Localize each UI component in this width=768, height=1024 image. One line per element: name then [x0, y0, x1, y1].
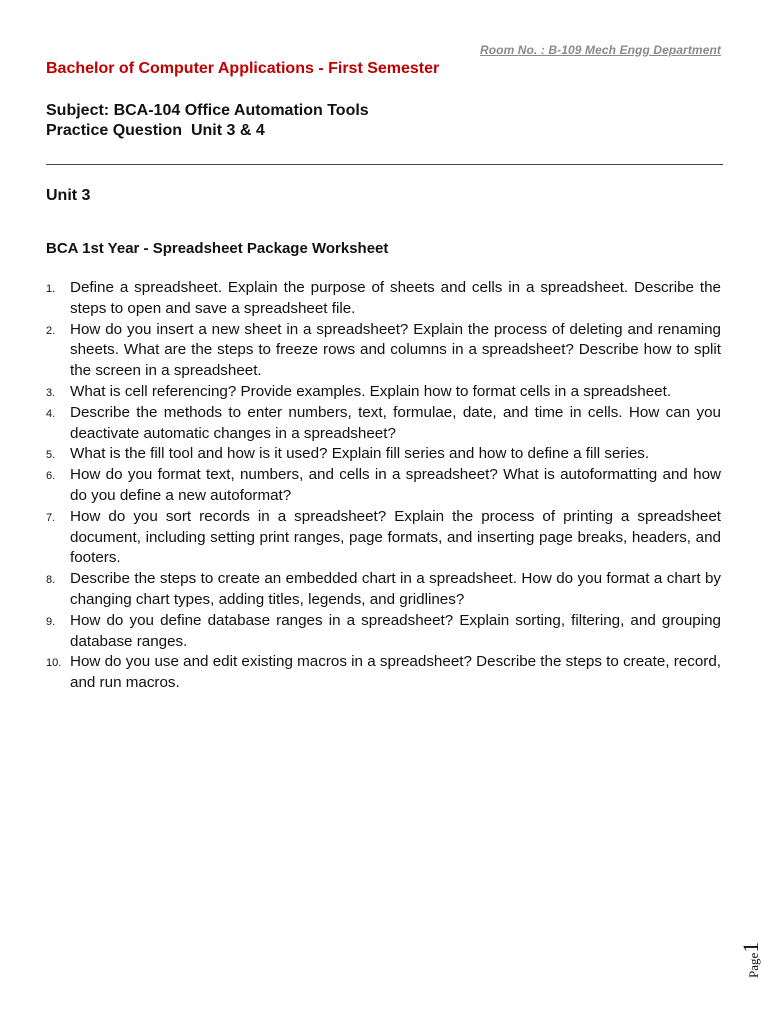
header-divider [46, 164, 723, 165]
question-item [46, 403, 721, 445]
question-text: What is the fill tool and how is it used? Explain fill series and how to define a fill series. [70, 445, 650, 463]
question-item [46, 611, 721, 653]
question-item [46, 382, 721, 403]
question-number: 4. [46, 407, 56, 420]
question-number: 3. [46, 386, 56, 399]
question-text: How do you use and edit existing macros in a spreadsheet? Describe the steps to create, record, and run macros. [70, 653, 721, 692]
question-number: 1. [46, 283, 56, 295]
question-list [46, 278, 721, 694]
subject-line: Subject: BCA-104 Office Automation Tools [46, 102, 369, 119]
question-text: How do you insert a new sheet in a spreadsheet? Explain the process of deleting and renaming sheets. What are the steps to freeze rows and columns in a spreadsheet? Describe how to split the screen in a spreadsheet. [70, 320, 721, 380]
question-number: 7. [46, 511, 56, 524]
question-number: 2. [46, 324, 56, 337]
practice-line: Practice Question Unit 3 & 4 [46, 122, 265, 139]
page-label: Page [746, 952, 761, 978]
program-title: Bachelor of Computer Applications - First Semester [46, 60, 440, 77]
question-item [46, 278, 721, 320]
page-number-marker [738, 932, 763, 978]
question-number: 5. [46, 449, 56, 462]
question-item [46, 652, 721, 694]
question-text: Define a spreadsheet. Explain the purpose of sheets and cells in a spreadsheet. Describe the steps to open and save a spreadsheet file. [70, 279, 721, 317]
question-text: How do you define database ranges in a spreadsheet? Explain sorting, filtering, and grouping database ranges. [70, 611, 721, 650]
room-info: Room No. : B-109 Mech Engg Department [479, 43, 721, 57]
question-number: 10. [46, 657, 62, 670]
question-number: 9. [46, 615, 56, 628]
unit-heading: Unit 3 [46, 187, 91, 204]
question-number: 6. [46, 470, 56, 483]
question-item [46, 507, 721, 569]
question-item [46, 444, 721, 465]
page-number: 1 [738, 941, 763, 953]
question-text: How do you format text, numbers, and cells in a spreadsheet? What is autoformatting and how do you define a new autoformat? [70, 466, 721, 504]
question-item [46, 569, 721, 611]
question-text: What is cell referencing? Provide examples. Explain how to format cells in a spreadsheet. [70, 382, 672, 400]
question-text: Describe the steps to create an embedded chart in a spreadsheet. How do you format a chart by changing chart types, adding titles, legends, and gridlines? [70, 570, 721, 608]
question-item [46, 320, 721, 382]
question-text: How do you sort records in a spreadsheet? Explain the process of printing a spreadsheet document, including setting print ranges, page formats, and inserting page breaks, headers, and footers. [70, 507, 721, 567]
worksheet-title: BCA 1st Year - Spreadsheet Package Worksheet [46, 240, 389, 257]
question-number: 8. [46, 574, 56, 587]
question-item [46, 465, 721, 507]
question-text: Describe the methods to enter numbers, text, formulae, date, and time in cells. How can you deactivate automatic changes in a spreadsheet? [70, 403, 721, 442]
